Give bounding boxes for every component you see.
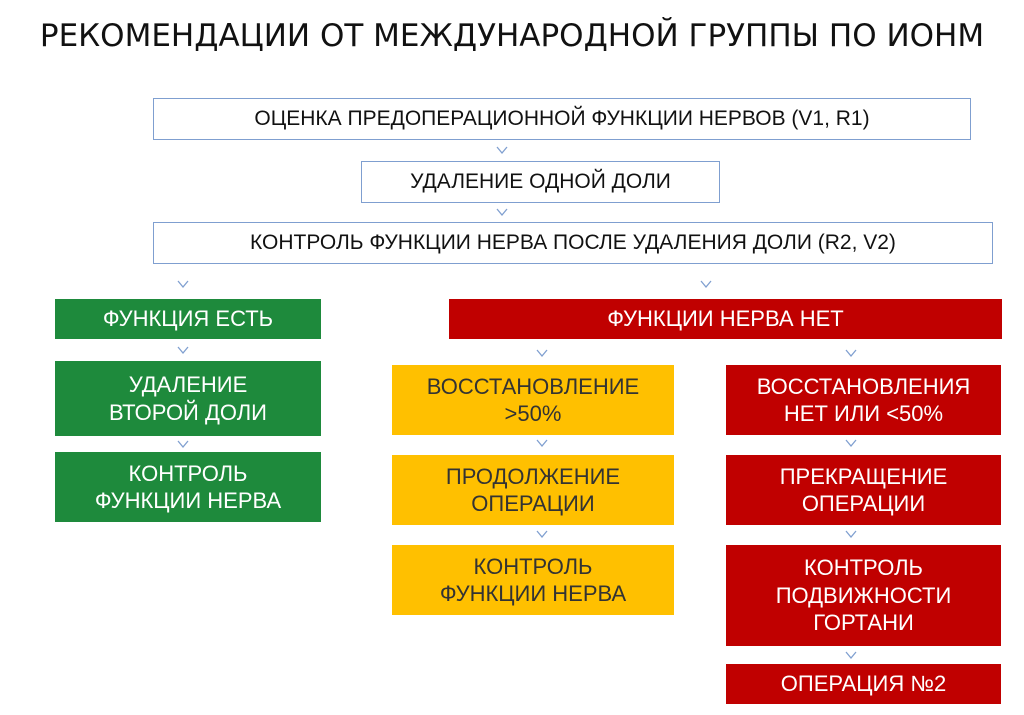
preop-assessment-box xyxy=(153,98,971,140)
function-absent-box xyxy=(449,299,1002,339)
second-lobe-removal-line1: УДАЛЕНИЕ xyxy=(128,372,248,397)
operation-2-box xyxy=(726,664,1001,704)
recovery-over-50-box xyxy=(392,365,674,435)
function-present-label: ФУНКЦИЯ ЕСТЬ xyxy=(102,306,274,332)
recovery-over-50-line2: >50% xyxy=(504,401,562,426)
no-recovery-line1: ВОССТАНОВЛЕНИЯ xyxy=(756,373,971,399)
function-present-box xyxy=(55,299,321,339)
chevron-down-icon xyxy=(496,208,508,216)
recovery-over-50-line1: ВОССТАНОВЛЕНИЕ xyxy=(426,373,640,399)
chevron-down-icon xyxy=(536,439,548,447)
stop-operation-line1: ПРЕКРАЩЕНИЕ xyxy=(779,463,948,489)
chevron-down-icon xyxy=(536,530,548,538)
operation-2-label: ОПЕРАЦИЯ №2 xyxy=(780,671,947,697)
post-removal-control-label: КОНТРОЛЬ ФУНКЦИИ НЕРВА ПОСЛЕ УДАЛЕНИЯ ДОЛИ (R2, V2) xyxy=(250,230,896,254)
second-lobe-removal-line2: ВТОРОЙ ДОЛИ xyxy=(108,399,267,425)
lobe-removal-label: УДАЛЕНИЕ ОДНОЙ ДОЛИ xyxy=(410,169,671,193)
no-recovery-line2: НЕТ ИЛИ <50% xyxy=(783,401,944,426)
no-recovery-box xyxy=(726,365,1001,435)
left-nerve-control-line2: ФУНКЦИИ НЕРВА xyxy=(94,488,282,513)
page-title: РЕКОМЕНДАЦИИ ОТ МЕЖДУНАРОДНОЙ ГРУППЫ ПО ИОНМ xyxy=(39,18,985,54)
larynx-mobility-line3: ГОРТАНИ xyxy=(813,610,914,636)
chevron-down-icon xyxy=(845,651,857,659)
chevron-down-icon xyxy=(177,440,189,448)
larynx-mobility-control-box xyxy=(726,545,1001,646)
continue-operation-line1: ПРОДОЛЖЕНИЕ xyxy=(445,463,621,489)
chevron-down-icon xyxy=(177,280,189,288)
chevron-down-icon xyxy=(177,346,189,354)
yellow-nerve-control-line2: ФУНКЦИИ НЕРВА xyxy=(439,581,627,606)
continue-operation-line2: ОПЕРАЦИИ xyxy=(471,491,595,516)
stop-operation-line2: ОПЕРАЦИИ xyxy=(801,491,926,516)
yellow-nerve-control-line1: КОНТРОЛЬ xyxy=(473,553,593,579)
chevron-down-icon xyxy=(536,349,548,357)
larynx-mobility-line2: ПОДВИЖНОСТИ xyxy=(775,582,952,608)
chevron-down-icon xyxy=(845,439,857,447)
left-nerve-control-box xyxy=(55,452,321,522)
yellow-nerve-control-box xyxy=(392,545,674,615)
stop-operation-box xyxy=(726,455,1001,525)
larynx-mobility-line1: КОНТРОЛЬ xyxy=(804,555,923,581)
chevron-down-icon xyxy=(700,280,712,288)
chevron-down-icon xyxy=(845,349,857,357)
continue-operation-box xyxy=(392,455,674,525)
second-lobe-removal-box xyxy=(55,361,321,436)
lobe-removal-box xyxy=(361,161,720,203)
chevron-down-icon xyxy=(496,146,508,154)
preop-assessment-label: ОЦЕНКА ПРЕДОПЕРАЦИОННОЙ ФУНКЦИИ НЕРВОВ (V1, R1) xyxy=(254,106,870,130)
left-nerve-control-line1: КОНТРОЛЬ xyxy=(128,460,248,486)
chevron-down-icon xyxy=(845,530,857,538)
function-absent-label: ФУНКЦИИ НЕРВА НЕТ xyxy=(607,306,844,332)
post-removal-control-box xyxy=(153,222,993,264)
